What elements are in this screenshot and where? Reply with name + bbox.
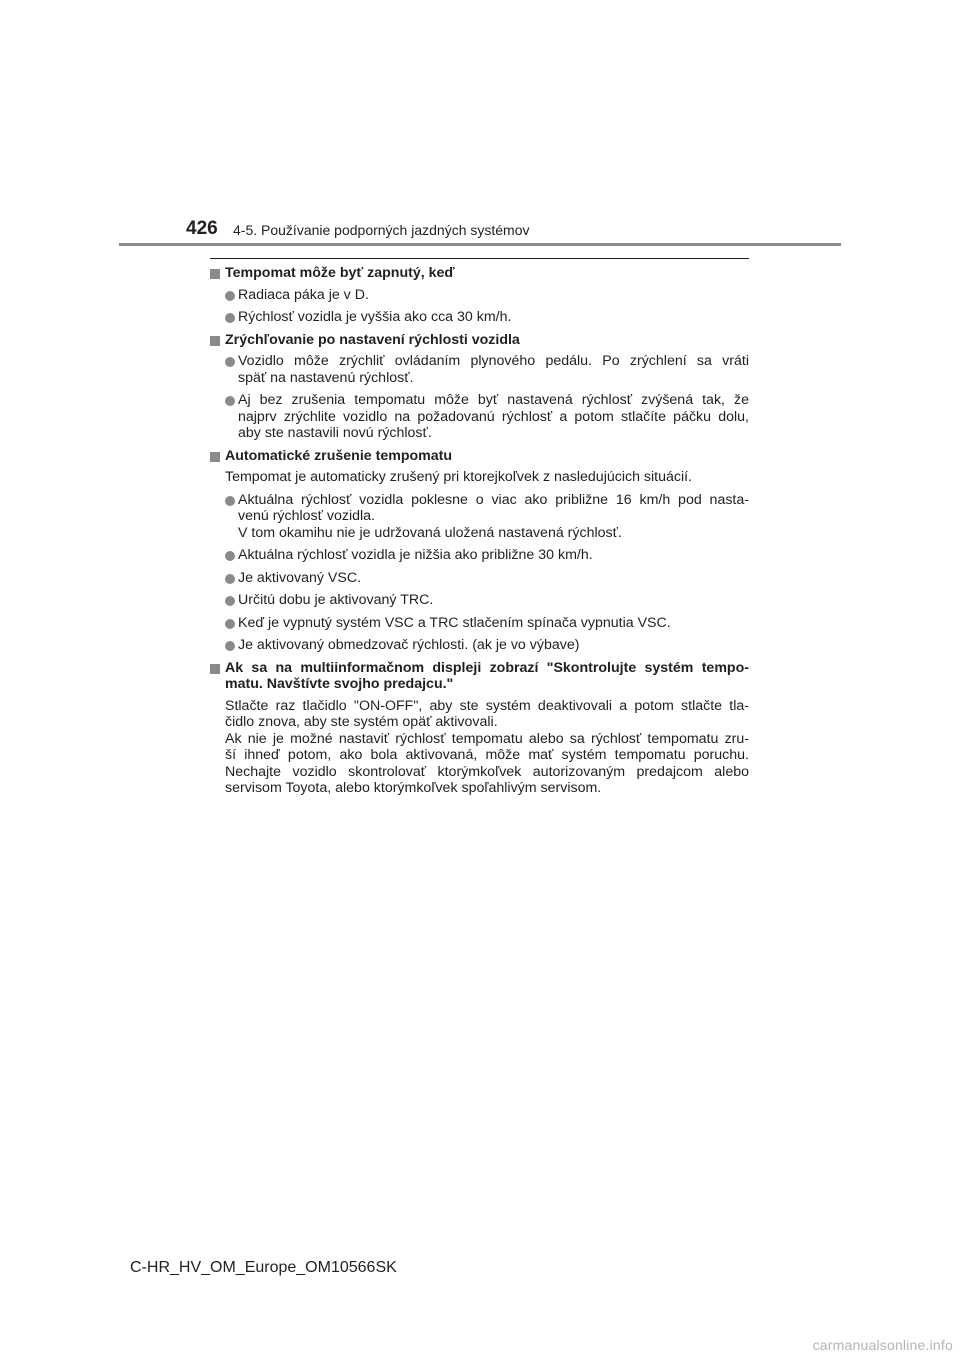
chapter-title: 4-5. Používanie podporných jazdných systémov <box>233 222 530 238</box>
round-bullet-icon <box>225 641 235 651</box>
section-heading <box>210 265 749 282</box>
item-text: Keď je vypnutý systém VSC a TRC stlačením spínača vypnutia VSC. <box>238 614 671 631</box>
item-text-line: späť na nastavenú rýchlosť. <box>238 369 414 386</box>
round-bullet-icon <box>225 313 235 323</box>
item-text-line: V tom okamihu nie je udržovaná uložená nastavená rýchlosť. <box>238 524 622 541</box>
section-intro: Tempomat je automaticky zrušený pri ktorejkoľvek z nasledujúcich situácií. <box>225 469 693 485</box>
watermark: carmanualsonline.info <box>812 1337 953 1353</box>
list-item <box>210 615 749 632</box>
body-text-line: Stlačte raz tlačidlo "ON-OFF", aby ste systém deaktivovali a potom stlačte tla- <box>225 697 749 714</box>
heading-text: Automatické zrušenie tempomatu <box>225 447 453 464</box>
item-text-line: Vozidlo môže zrýchliť ovládaním plynového pedálu. Po zrýchlení sa vráti <box>238 353 749 369</box>
body-text-line: čidlo znova, aby ste systém opäť aktivovali. <box>225 714 498 730</box>
section-heading <box>210 448 749 465</box>
page-number: 426 <box>186 218 218 239</box>
manual-content <box>210 265 749 803</box>
heading-text-line: matu. Navštívte svojho predajcu." <box>225 676 454 692</box>
list-item <box>210 592 749 609</box>
body-text-line: servisom Toyota, alebo ktorýmkoľvek spoľahlivým servisom. <box>225 780 602 796</box>
item-text: Rýchlosť vozidla je vyššia ako cca 30 km/h. <box>238 309 512 325</box>
list-item <box>210 392 749 442</box>
round-bullet-icon <box>225 496 235 506</box>
round-bullet-icon <box>225 619 235 629</box>
square-bullet-icon <box>210 269 220 279</box>
section-heading <box>210 332 749 349</box>
item-text-line: Aktuálna rýchlosť vozidla poklesne o viac ako približne 16 km/h pod nasta- <box>238 491 749 508</box>
item-text-line: najprv zrýchlite vozidlo na požadovanú rýchlosť a potom stlačíte páčku dolu, <box>238 408 749 425</box>
round-bullet-icon <box>225 357 235 367</box>
content-divider <box>210 258 749 259</box>
item-text: Určitú dobu je aktivovaný TRC. <box>238 592 434 608</box>
round-bullet-icon <box>225 396 235 406</box>
square-bullet-icon <box>210 452 220 462</box>
list-item <box>210 570 749 587</box>
square-bullet-icon <box>210 336 220 346</box>
list-item <box>210 547 749 564</box>
round-bullet-icon <box>225 551 235 561</box>
round-bullet-icon <box>225 596 235 606</box>
round-bullet-icon <box>225 574 235 584</box>
heading-text: Zrýchľovanie po nastavení rýchlosti vozidla <box>225 331 520 348</box>
item-text-line: venú rýchlosť vozidla. <box>238 508 376 524</box>
section-heading <box>210 660 749 693</box>
header-divider <box>119 243 841 246</box>
list-item <box>210 637 749 654</box>
list-item <box>210 492 749 542</box>
item-text-line: Aj bez zrušenia tempomatu môže byť nastavená rýchlosť zvýšená tak, že <box>238 392 749 408</box>
section-body <box>210 698 749 797</box>
body-text-line: Nechajte vozidlo skontrolovať ktorýmkoľvek autorizovaným predajcom alebo <box>225 763 749 780</box>
list-item <box>210 309 749 326</box>
heading-text-line: Ak sa na multiinformačnom displeji zobrazí "Skontrolujte systém tempo- <box>225 659 749 676</box>
document-code: C-HR_HV_OM_Europe_OM10566SK <box>130 1259 397 1276</box>
body-text-line: Ak nie je možné nastaviť rýchlosť tempomatu alebo sa rýchlosť tempomatu zru- <box>225 730 749 747</box>
item-text: Aktuálna rýchlosť vozidla je nižšia ako približne 30 km/h. <box>238 547 593 563</box>
round-bullet-icon <box>225 291 235 301</box>
square-bullet-icon <box>210 664 220 674</box>
list-item <box>210 353 749 386</box>
item-text: Je aktivovaný obmedzovač rýchlosti. (ak je vo výbave) <box>238 637 580 653</box>
body-text-line: ší ihneď potom, ako bola aktivovaná, môže mať systém tempomatu poruchu. <box>225 747 749 763</box>
item-text: Je aktivovaný VSC. <box>238 569 362 586</box>
item-text-line: aby ste nastavili novú rýchlosť. <box>238 425 432 441</box>
heading-text: Tempomat môže byť zapnutý, keď <box>225 265 455 281</box>
item-text: Radiaca páka je v D. <box>238 286 369 303</box>
list-item <box>210 287 749 304</box>
